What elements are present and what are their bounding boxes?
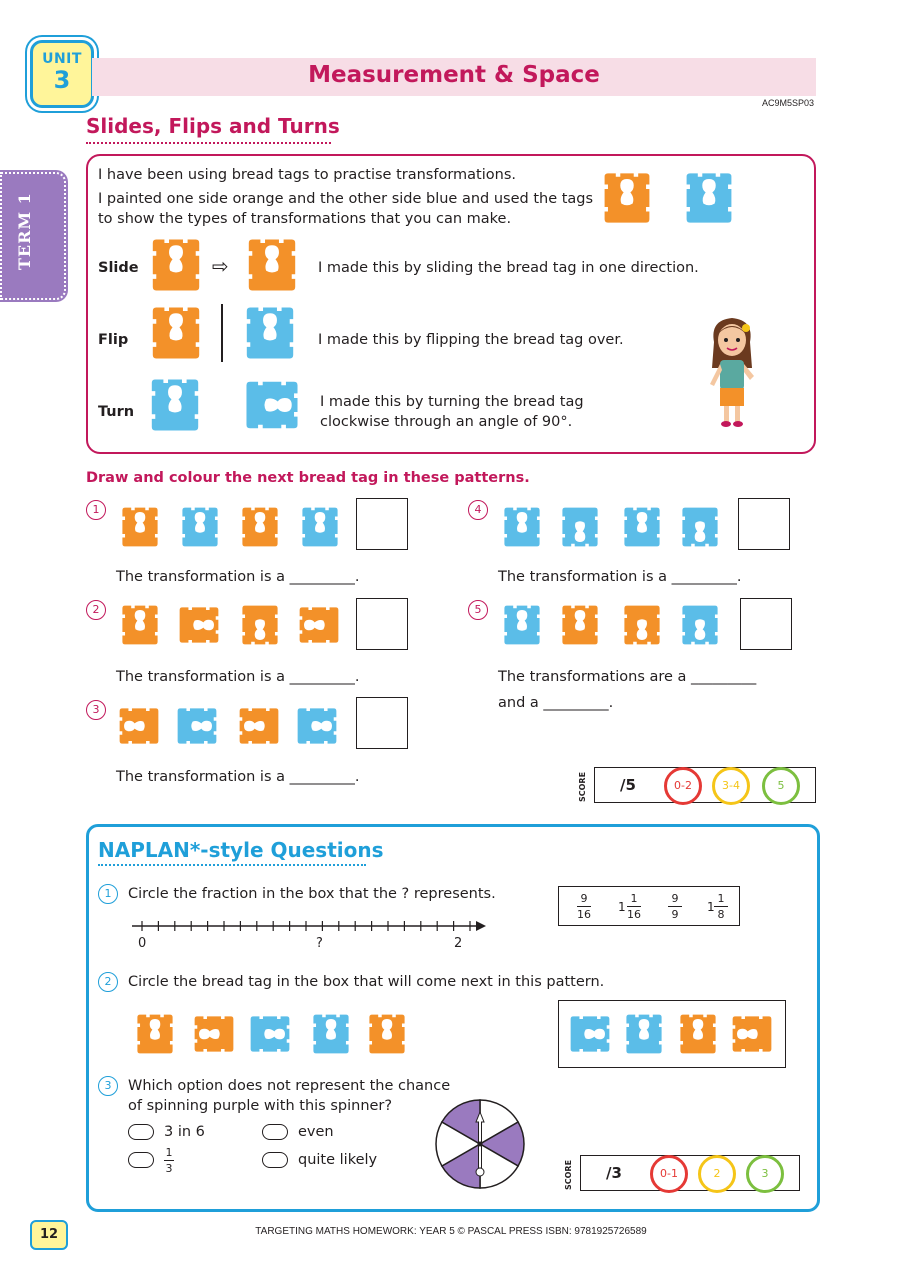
flip-label: Flip (98, 332, 129, 348)
naplan-q3-text-1: Which option does not represent the chance (128, 1078, 451, 1094)
naplan-q2-number: 2 (98, 972, 118, 992)
fraction-option-1-num: 9 (580, 892, 588, 905)
fraction-option-1-den: 16 (577, 908, 591, 921)
fraction-option-1[interactable] (575, 892, 593, 921)
pattern1-answer-box[interactable] (356, 498, 408, 550)
pattern4-tag-4 (676, 505, 724, 549)
pattern1-tag-1 (116, 505, 164, 549)
pattern1-text: The transformation is a _________. (116, 569, 360, 585)
pattern3-tag-2 (175, 703, 219, 749)
q2-option-4[interactable] (730, 1012, 774, 1056)
pattern3-text: The transformation is a _________. (116, 769, 360, 785)
turn-text-1: I made this by turning the bread tag (320, 394, 584, 410)
fraction-option-4-den: 8 (717, 908, 725, 921)
option-oval-2[interactable] (262, 1124, 288, 1140)
girl-illustration (700, 312, 764, 432)
option-4-text: quite likely (298, 1152, 378, 1168)
fraction-option-2-num: 1 (630, 892, 638, 905)
pattern4-tag-2 (556, 505, 604, 549)
pattern3-answer-box[interactable] (356, 697, 408, 749)
pattern5-tag-3 (618, 603, 666, 647)
term-tab-label: TERM 1 (15, 192, 34, 270)
score-band-mid: 3-4 (712, 767, 750, 805)
pattern1-tag-3 (236, 505, 284, 549)
section-title: Slides, Flips and Turns (86, 114, 340, 138)
pattern5-tag-2 (556, 603, 604, 647)
naplan-score-band-low: 0-1 (650, 1155, 688, 1193)
fraction-option-4[interactable] (714, 892, 728, 921)
pattern5-answer-box[interactable] (740, 598, 792, 650)
pattern1-tag-2 (176, 505, 224, 549)
q2-pattern-tag-2 (192, 1012, 236, 1056)
question-number-4: 4 (468, 500, 488, 520)
pattern2-answer-box[interactable] (356, 598, 408, 650)
pattern5-text-2: and a _________. (498, 695, 614, 711)
pattern4-text: The transformation is a _________. (498, 569, 742, 585)
option-2-text: even (298, 1124, 334, 1140)
option-1-text: 3 in 6 (164, 1124, 205, 1140)
q2-pattern-tag-4 (308, 1012, 354, 1056)
question-number-2: 2 (86, 600, 106, 620)
question-number-3: 3 (86, 700, 106, 720)
turn-tag-rotated (243, 375, 301, 435)
question-number-5: 5 (468, 600, 488, 620)
option-3-frac-num: 1 (165, 1146, 173, 1159)
pattern4-answer-box[interactable] (738, 498, 790, 550)
number-line-question: ? (316, 936, 323, 951)
turn-tag-start (144, 376, 206, 434)
q2-option-1[interactable] (568, 1012, 612, 1056)
blue-bread-tag (680, 170, 738, 226)
unit-badge (30, 40, 94, 108)
q2-pattern-tag-3 (248, 1012, 292, 1056)
page-number: 12 (30, 1220, 68, 1250)
pattern5-tag-4 (676, 603, 724, 647)
pattern5-text: The transformations are a _________ (498, 669, 757, 685)
term-tab (0, 172, 66, 300)
option-oval-1[interactable] (128, 1124, 154, 1140)
naplan-score-band-mid: 2 (698, 1155, 736, 1193)
score-band-low: 0-2 (664, 767, 702, 805)
q2-option-2[interactable] (622, 1012, 666, 1056)
intro-line-3: to show the types of transformations that you can make. (98, 211, 512, 227)
q2-pattern-tag-5 (364, 1012, 410, 1056)
slide-tag-start (146, 236, 206, 294)
slide-text: I made this by sliding the bread tag in one direction. (318, 260, 699, 276)
number-line-start: 0 (138, 936, 147, 951)
score-label: SCORE (578, 771, 587, 802)
title-bar (92, 58, 816, 96)
fraction-option-3-den: 9 (671, 908, 679, 921)
score-band-high: 5 (762, 767, 800, 805)
flip-line (221, 304, 223, 362)
intro-line-2: I painted one side orange and the other side blue and used the tags (98, 191, 594, 207)
pattern1-tag-4 (296, 505, 344, 549)
fraction-option-4-num: 1 (717, 892, 725, 905)
naplan-q3-number: 3 (98, 1076, 118, 1096)
turn-text-2: clockwise through an angle of 90°. (320, 414, 573, 430)
naplan-score-total: /3 (606, 1164, 622, 1182)
pattern5-tag-1 (498, 603, 546, 647)
option-oval-4[interactable] (262, 1152, 288, 1168)
section-underline (86, 142, 331, 144)
naplan-title: NAPLAN*-style Questions (98, 838, 384, 862)
intro-line-1: I have been using bread tags to practise transformations. (98, 167, 516, 183)
option-3-frac-den: 3 (165, 1162, 173, 1175)
fraction-option-4-whole: 1 (707, 900, 715, 914)
pattern4-tag-1 (498, 505, 546, 549)
flip-text: I made this by flipping the bread tag over. (318, 332, 624, 348)
fraction-option-3-num: 9 (671, 892, 679, 905)
naplan-underline (98, 864, 366, 866)
naplan-q1-text: Circle the fraction in the box that the ? represents. (128, 886, 496, 902)
turn-label: Turn (98, 404, 135, 420)
naplan-score-label: SCORE (564, 1159, 573, 1190)
slide-tag-end (242, 236, 302, 294)
fraction-option-2-den: 16 (627, 908, 641, 921)
flip-tag-blue (240, 304, 300, 362)
fraction-option-2-whole: 1 (618, 900, 626, 914)
right-arrow-icon: ⇨ (212, 254, 229, 278)
pattern3-tag-1 (117, 703, 161, 749)
pattern2-text: The transformation is a _________. (116, 669, 360, 685)
slide-label: Slide (98, 260, 139, 276)
naplan-q2-text: Circle the bread tag in the box that will come next in this pattern. (128, 974, 605, 990)
spinner (434, 1098, 526, 1190)
pattern2-tag-1 (116, 603, 164, 647)
patterns-heading: Draw and colour the next bread tag in these patterns. (86, 470, 530, 486)
curriculum-code: AC9M5SP03 (761, 98, 814, 108)
unit-label: UNIT (42, 51, 82, 67)
number-line-end: 2 (454, 936, 463, 951)
q2-pattern-tag-1 (132, 1012, 178, 1056)
option-3-fraction (162, 1146, 176, 1175)
naplan-score-band-high: 3 (746, 1155, 784, 1193)
orange-bread-tag (598, 170, 656, 226)
footer-text: TARGETING MATHS HOMEWORK: YEAR 5 © PASCAL PRESS ISBN: 9781925726589 (255, 1226, 647, 1237)
pattern3-tag-4 (295, 703, 339, 749)
score-total: /5 (620, 776, 636, 794)
pattern2-tag-4 (297, 602, 341, 648)
page-title: Measurement & Space (308, 62, 600, 88)
q2-option-3[interactable] (676, 1012, 720, 1056)
number-line (128, 914, 488, 934)
flip-tag-orange (146, 304, 206, 362)
option-oval-3[interactable] (128, 1152, 154, 1168)
fraction-option-3[interactable] (668, 892, 682, 921)
unit-number: 3 (53, 66, 71, 94)
pattern2-tag-2 (177, 602, 221, 648)
pattern3-tag-3 (237, 703, 281, 749)
naplan-q1-number: 1 (98, 884, 118, 904)
fraction-option-2[interactable] (625, 892, 643, 921)
pattern2-tag-3 (236, 603, 284, 647)
pattern4-tag-3 (618, 505, 666, 549)
question-number-1: 1 (86, 500, 106, 520)
naplan-q3-text-2: of spinning purple with this spinner? (128, 1098, 393, 1114)
